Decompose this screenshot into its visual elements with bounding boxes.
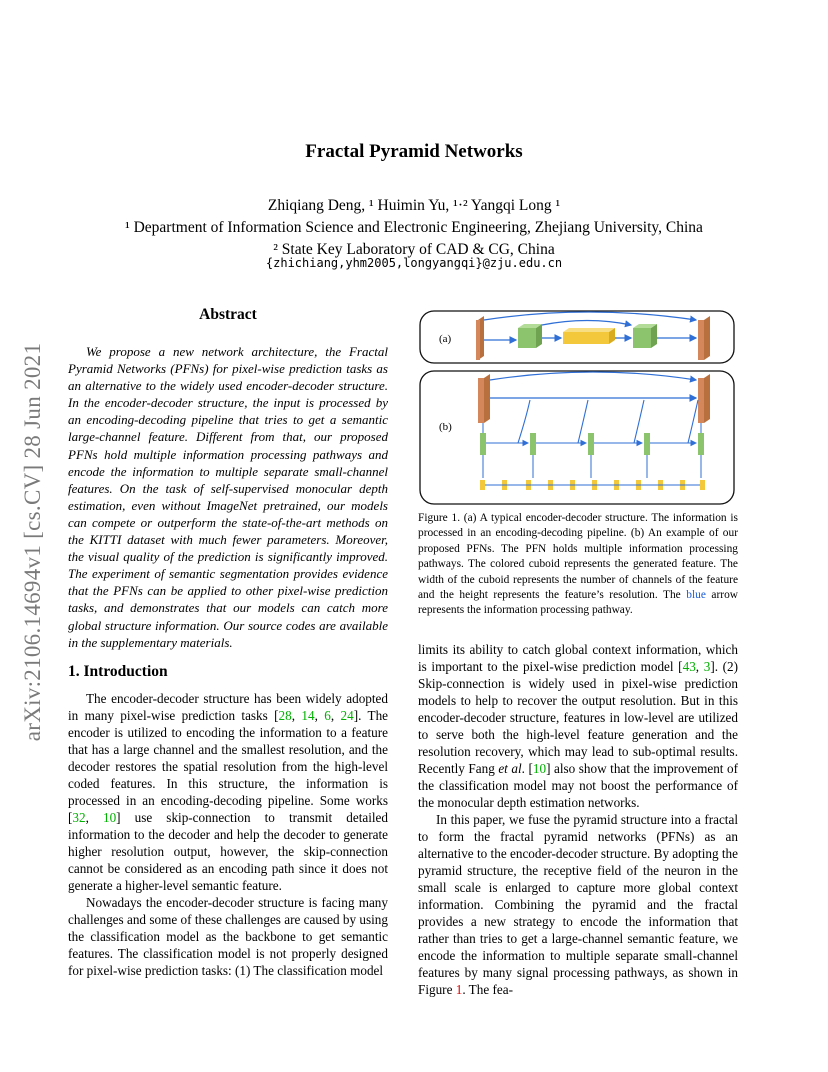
text-run-italic: et al — [498, 761, 522, 776]
intro-right-column — [418, 641, 738, 998]
text-run: limits its ability to catch global context information, which is important to the pixel-wise prediction model [ — [418, 642, 738, 674]
text-run: ] use skip-connection to transmit detailed information to the decoder and help the decoder to generate higher resolution output, however, the skip-connection cannot be considered as an encoding path since it does not generate a higher-level semantic feature. — [68, 810, 389, 893]
figure-1-diagram — [418, 308, 738, 508]
citation-link[interactable]: 3 — [703, 659, 711, 674]
figure-reference-link[interactable]: 1 — [455, 982, 463, 997]
arxiv-sidebar — [18, 292, 48, 792]
citation-link[interactable]: 6 — [324, 708, 331, 723]
intro-left-column — [68, 690, 388, 979]
text-run: . The fea- — [462, 982, 513, 997]
text-run: . [ — [521, 761, 533, 776]
citation-link[interactable]: 28 — [278, 708, 292, 723]
caption-text: arrow represents the information processing pathway. — [418, 589, 738, 617]
panel-b-frame — [420, 371, 734, 504]
figure-1 — [418, 308, 738, 508]
intro-paragraph-4 — [418, 811, 738, 998]
citation-link[interactable]: 24 — [340, 708, 354, 723]
panel-a-label: (a) — [439, 333, 452, 345]
caption-blue-word: blue — [686, 589, 706, 602]
abstract-text: We propose a new network architecture, the Fractal Pyramid Networks (PFNs) for pixel-wise prediction tasks as an alternative to the widely used encoder-decoder structure. In the encoder-decoder structure, the input is processed by an encoding-decoding pipeline that tries to get a semantic large-channel feature. Different from that, our proposed PFNs hold multiple information processing pathways and encode the information to multiple separate small-channel features. On the task of self-supervised monocular depth estimation, even without ImageNet pretrained, our models can compete or outperform the state-of-the-art methods on the KITTI dataset with much fewer parameters. Moreover, the visual quality of the prediction is significantly improved. The experiment of semantic segmentation provides evidence that the PFNs can be applied to other pixel-wise prediction tasks, and demonstrates that our models can catch more global structure information. Our source codes are available in the supplementary materials. — [68, 344, 388, 650]
green-cuboid — [518, 328, 536, 348]
affiliation-1: ¹ Department of Information Science and Electronic Engineering, Zhejiang University, China — [125, 219, 703, 236]
intro-paragraph-1: The encoder-decoder structure has been widely adopted in many pixel-wise prediction tasks [28, 14, 6, 24]. The encoder is utilized to encoding the information to a feature that has a large channel and the smallest resolution, and the decoder restores the spatial resolution from the high-level coded features. In this structure, the information is processed in an encoding-decoding pipeline. Some works [32, 10] use skip-connection to transmit detailed information to the decoder and help the decoder to generate higher resolution output, however, the skip-connection cannot be considered as an encoding path since it does not generate a higher-level semantic feature. — [68, 691, 389, 893]
caption-text: Figure 1. (a) A typical encoder-decoder structure. The information is processed in an encoding-decoding pipeline. (b) An example of our proposed PFNs. The PFN holds multiple information processing pathways. The colored cuboid represents the generated feature. The width of the cuboid represents the number of channels of the feature and the height represents the feature’s resolution. The — [418, 512, 738, 602]
citation-link[interactable]: 43 — [682, 659, 696, 674]
intro-paragraph-3: limits its ability to catch global context information, which is important to the pixel-wise prediction model [43, 3]. (2) Skip-connection is widely used in pixel-wise prediction models to help to recover the output resolution. But in this encoder-decoder structure, features in low-level are utilized to serve both the high-level feature generation and the resolution recovery, which may lead to sub-optimal results. Recently Fang et al. [10] also show that the improvement of the classification model may not boost the performance of the monocular depth estimation networks. — [418, 642, 739, 810]
arxiv-identifier: arXiv:2106.14694v1 [cs.CV] 28 Jun 2021 — [20, 342, 45, 742]
panel-b-label: (b) — [439, 421, 452, 433]
section-heading-introduction: 1. Introduction — [68, 663, 168, 680]
author-block — [0, 195, 828, 261]
paper-title: Fractal Pyramid Networks — [305, 141, 523, 162]
citation-link[interactable]: 14 — [301, 708, 315, 723]
authors: Zhiqiang Deng, ¹ Huimin Yu, ¹·² Yangqi Long ¹ — [267, 197, 561, 214]
intro-paragraph-2: Nowadays the encoder-decoder structure is facing many challenges and some of these challenges are caused by using the classification model as the backbone to get semantic features. The classification model is not properly designed for pixel-wise prediction tasks: (1) The classification model — [68, 895, 388, 978]
figure-1-caption — [418, 511, 738, 619]
encoder-decoder-diagram — [476, 312, 710, 360]
citation-link[interactable]: 32 — [72, 810, 86, 825]
affiliation-2: ² State Key Laboratory of CAD & CG, China — [273, 241, 555, 258]
text-run: ]. The encoder is utilized to encoding the information to a feature that has a large channel and the smallest resolution, and the decoder restores the spatial resolution from the high-level coded features. In this structure, the information is processed in an encoding-decoding pipeline. Some works [ — [68, 708, 389, 825]
email-line: {zhichiang,yhm2005,longyangqi}@zju.edu.cn — [265, 256, 563, 270]
citation-link[interactable]: 10 — [102, 810, 117, 825]
text-run: ] also show that the improvement of the classification model may not boost the performance of the monocular depth estimation networks. — [418, 761, 738, 810]
yellow-cuboid — [563, 332, 609, 344]
text-run: The encoder-decoder structure has been widely adopted in many pixel-wise prediction tasks [ — [68, 691, 388, 723]
text-run: ]. (2) Skip-connection is widely used in pixel-wise prediction models to help to recover the output resolution. But in this encoder-decoder structure, features in low-level are utilized to serve both the high-level feature generation and the resolution recovery, which may lead to sub-optimal results. Recently Fang — [418, 659, 739, 776]
citation-link[interactable]: 10 — [532, 761, 547, 776]
fractal-pyramid-diagram — [478, 372, 710, 490]
text-run: In this paper, we fuse the pyramid structure into a fractal to form the fractal pyramid networks (PFNs) as an alternative to the encoder-decoder structure. By adopting the pyramid structure, the receptive field of the neuron in the small scale is enlarged to capture more global context information. Combining the pyramid and the fractal provides a new strategy to encode the information that rather than tries to get a large-channel semantic feature, we encode the information to multiple separate small-channel features by many signal processing pathways, as shown in Figure — [418, 812, 738, 997]
abstract-heading: Abstract — [199, 306, 257, 323]
